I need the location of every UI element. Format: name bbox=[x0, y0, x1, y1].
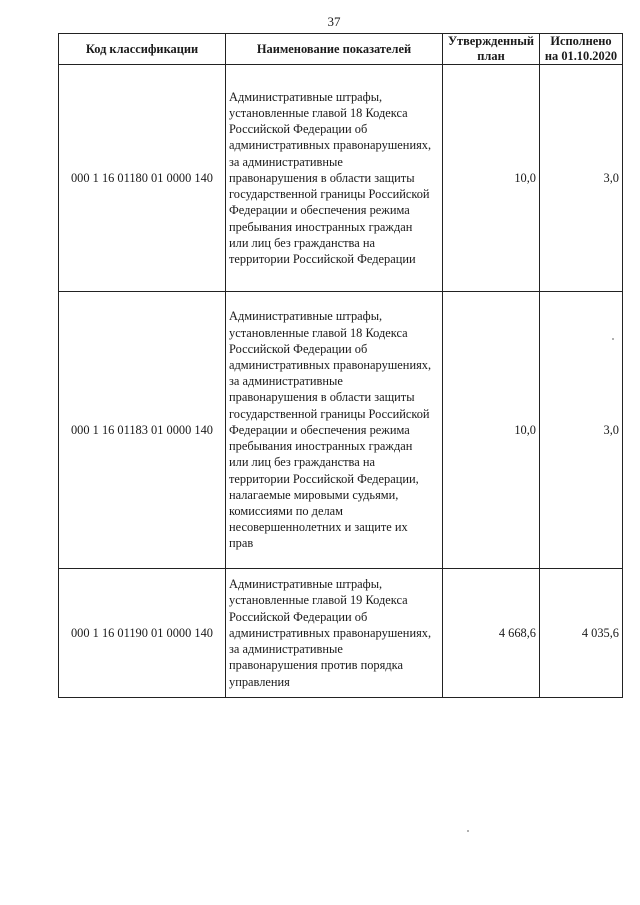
row-plan: 10,0 bbox=[443, 292, 540, 569]
row-name-text: Административные штрафы, установленные главой 19 Кодекса Российской Федерации об административных правонарушениях, за административные правонарушения против порядка управления bbox=[229, 577, 432, 689]
table-row bbox=[59, 569, 623, 698]
row-code: 000 1 16 01180 01 0000 140 bbox=[59, 65, 226, 292]
row-code: 000 1 16 01190 01 0000 140 bbox=[59, 569, 226, 698]
scan-speck bbox=[612, 338, 614, 340]
header-code: Код классификации bbox=[59, 34, 226, 65]
row-name bbox=[226, 569, 443, 698]
row-name bbox=[226, 292, 443, 569]
row-code: 000 1 16 01183 01 0000 140 bbox=[59, 292, 226, 569]
scan-speck bbox=[467, 830, 469, 832]
row-done: 4 035,6 bbox=[540, 569, 623, 698]
row-done: 3,0 bbox=[540, 65, 623, 292]
row-name-text: Административные штрафы, установленные главой 18 Кодекса Российской Федерации об административных правонарушениях, за административные правонарушения в области защиты государственной границы Российской Федерации и обеспечения режима пребывания иностранных граждан или лиц без гражданства на территории Российской Федерации bbox=[229, 89, 432, 266]
row-plan: 10,0 bbox=[443, 65, 540, 292]
header-plan: Утвержденный план bbox=[443, 34, 540, 65]
table-row bbox=[59, 292, 623, 569]
budget-table bbox=[58, 33, 623, 698]
header-done: Исполнено на 01.10.2020 bbox=[540, 34, 623, 65]
table-row bbox=[59, 65, 623, 292]
table-header-row bbox=[59, 34, 623, 65]
row-name bbox=[226, 65, 443, 292]
page-number: 37 bbox=[327, 14, 341, 29]
header-name: Наименование показателей bbox=[226, 34, 443, 65]
row-done: 3,0 bbox=[540, 292, 623, 569]
row-name-text: Административные штрафы, установленные главой 18 Кодекса Российской Федерации об административных правонарушениях, за административные правонарушения в области защиты государственной границы Российской Федерации и обеспечения режима пребывания иностранных граждан или лиц без гражданства на территории Российской Федерации, налагаемые мировыми судьями, комиссиями по делам несовершеннолетних и защите их прав bbox=[229, 309, 432, 551]
row-plan: 4 668,6 bbox=[443, 569, 540, 698]
